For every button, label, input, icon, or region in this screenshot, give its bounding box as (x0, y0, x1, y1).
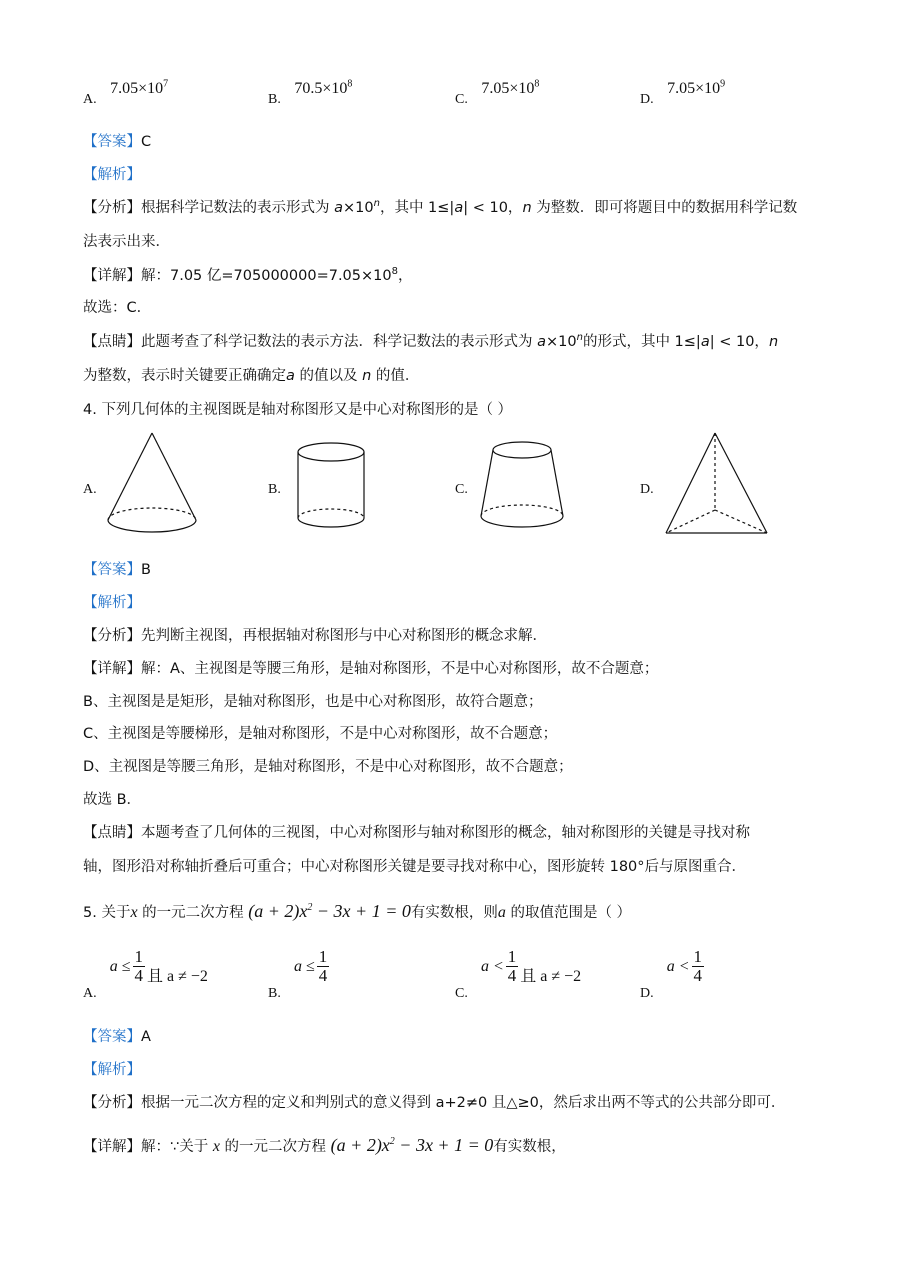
q4-answer (83, 560, 151, 580)
fraction: $\frac{1}{4}$ (507, 947, 517, 985)
q3-option-d (640, 78, 726, 108)
fraction: $\frac{1}{4}$ (693, 947, 703, 985)
q3-xiangjie: 【详解】解：7.05 亿$=705000000=7.05\times 10^8$， (83, 266, 413, 284)
q4-line-c: C、主视图是等腰梯形，是轴对称图形，不是中心对称图形，故不合题意； (83, 726, 558, 742)
q4-option-a-letter: A. (83, 482, 97, 497)
option-value: $7.05\times 10^9$ (667, 78, 726, 97)
q5-option-c: C. a < $\frac{1}{4}$ 且 a ≠ −2 (455, 947, 582, 1001)
q3-dianjing-line1: 【点睛】此题考查了科学记数法的表示方法．科学记数法的表示形式为 $a\times 10^n$的形式，其中 1≤|a| < 10，n (83, 332, 779, 350)
fraction: $\frac{1}{4}$ (134, 947, 143, 985)
q3-option-c (455, 78, 540, 108)
q5-equation-repeat: $(a + 2)x^2 - 3x + 1 = 0$ (330, 1135, 494, 1155)
xiangjie-tag: 【详解】 (83, 661, 141, 677)
answer-tag: 【答案】 (83, 1029, 141, 1045)
q3-fenxi-line1: 【分析】根据科学记数法的表示形式为 $a\times 10^n$，其中 1≤|a| < 10，n 为整数．即可将题目中的数据用科学记数 (83, 198, 798, 216)
q4-xiangjie: 【详解】解：A、主视图是等腰三角形，是轴对称图形，不是中心对称图形，故不合题意； (83, 661, 659, 677)
q3-analysis-tag: 【解析】 (83, 167, 141, 183)
q4-fenxi: 【分析】先判断主视图，再根据轴对称图形与中心对称图形的概念求解． (83, 628, 547, 644)
option-letter: A. (83, 92, 97, 107)
xiangjie-tag: 【详解】 (83, 1139, 141, 1155)
option-value: $7.05\times 10^7$ (110, 78, 169, 97)
q4-question: 4. 下列几何体的主视图既是轴对称图形又是中心对称图形的是（ ） (83, 402, 513, 418)
q3-fenxi-line2: 法表示出来． (83, 234, 170, 250)
dianjing-tag: 【点睛】 (83, 334, 141, 350)
q4-line-b: B、主视图是是矩形，是轴对称图形，也是中心对称图形，故符合题意； (83, 694, 543, 710)
q4-option-b-letter: B. (268, 482, 281, 497)
q3-answer (83, 132, 151, 152)
option-value: $70.5\times 10^8$ (294, 78, 353, 97)
fraction: $\frac{1}{4}$ (318, 947, 328, 985)
q4-guxuan: 故选 B． (83, 792, 142, 808)
answer-tag: 【答案】 (83, 134, 141, 150)
fenxi-tag: 【分析】 (83, 1095, 141, 1111)
q5-option-a: A. a ≤ $\frac{1}{4}$ 且 a ≠ −2 (83, 947, 208, 1001)
q4-dianjing-line1: 【点睛】本题考查了几何体的三视图，中心对称图形与轴对称图形的概念，轴对称图形的关键是寻找对称 (83, 825, 750, 841)
q3-option-b (268, 78, 353, 108)
pyramid-figure (663, 430, 771, 538)
q5-equation: $(a + 2)x^2 - 3x + 1 = 0$ (248, 901, 411, 921)
option-letter: A. (83, 986, 97, 1001)
q4-dianjing-line2: 轴，图形沿对称轴折叠后可重合；中心对称图形关键是要寻找对称中心，图形旋转 180°后与原图重合． (83, 859, 747, 875)
answer-value: B (141, 562, 151, 578)
fenxi-tag: 【分析】 (83, 200, 141, 216)
q5-question: 5. 关于x 的一元二次方程 $(a + 2)x^2 - 3x + 1 = 0$有实数根，则a 的取值范围是（ ） (83, 901, 632, 921)
option-letter: C. (455, 986, 468, 1001)
q5-option-d: D. a < $\frac{1}{4}$ (640, 947, 703, 1001)
answer-tag: 【答案】 (83, 562, 141, 578)
option-letter: C. (455, 92, 468, 107)
q4-option-d-letter: D. (640, 482, 654, 497)
answer-value: C (141, 134, 152, 150)
q4-analysis-tag: 【解析】 (83, 595, 141, 611)
fenxi-tag: 【分析】 (83, 628, 141, 644)
q3-dianjing-line2: 为整数，表示时关键要正确确定a 的值以及 n 的值． (83, 368, 420, 384)
q5-fenxi: 【分析】根据一元二次方程的定义和判别式的意义得到 a+2≠0 且△≥0，然后求出两不等式的公共部分即可． (83, 1095, 786, 1111)
q5-option-b: B. a ≤ $\frac{1}{4}$ (268, 947, 328, 1001)
option-letter: D. (640, 986, 654, 1001)
q5-xiangjie: 【详解】解：∵关于 x 的一元二次方程 $(a + 2)x^2 - 3x + 1 = 0$有实数根， (83, 1135, 566, 1155)
q5-answer (83, 1027, 151, 1047)
cone-figure (105, 430, 200, 540)
frustum-figure (478, 438, 566, 534)
option-letter: B. (268, 92, 281, 107)
q4-option-c-letter: C. (455, 482, 468, 497)
option-letter: D. (640, 92, 654, 107)
option-letter: B. (268, 986, 281, 1001)
q3-guxuan: 故选：C． (83, 300, 152, 316)
option-value: $7.05\times 10^8$ (481, 78, 540, 97)
q3-option-a (83, 78, 169, 108)
dianjing-tag: 【点睛】 (83, 825, 141, 841)
cylinder-figure (295, 440, 367, 532)
q4-line-d: D、主视图是等腰三角形，是轴对称图形，不是中心对称图形，故不合题意； (83, 759, 573, 775)
q5-analysis-tag: 【解析】 (83, 1062, 141, 1078)
answer-value: A (141, 1029, 151, 1045)
xiangjie-tag: 【详解】 (83, 268, 141, 284)
